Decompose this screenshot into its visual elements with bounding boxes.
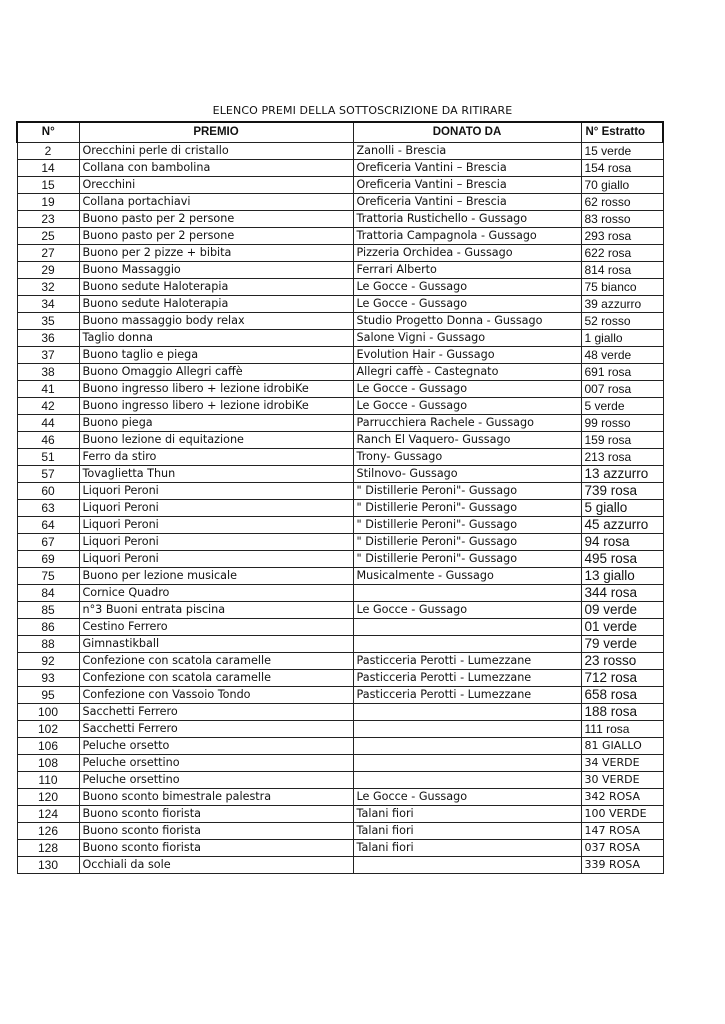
prize-number-cell: 46 [17, 432, 79, 449]
drawn-number-cell: 83 rosso [581, 211, 663, 228]
table-row [17, 228, 663, 245]
table-row [17, 840, 663, 857]
donor-cell: Talani fiori [353, 840, 581, 857]
prize-name-cell: Confezione con scatola caramelle [79, 653, 353, 670]
table-row [17, 789, 663, 806]
prize-number-cell: 23 [17, 211, 79, 228]
donor-cell [353, 755, 581, 772]
table-row [17, 415, 663, 432]
drawn-number-cell: 712 rosa [581, 670, 663, 687]
prize-name-cell: Peluche orsettino [79, 772, 353, 789]
donor-cell [353, 619, 581, 636]
prize-name-cell: Buono sconto fiorista [79, 823, 353, 840]
table-row [17, 619, 663, 636]
prize-number-cell: 69 [17, 551, 79, 568]
table-row [17, 670, 663, 687]
table-row [17, 704, 663, 721]
table-row [17, 636, 663, 653]
drawn-number-cell: 23 rosso [581, 653, 663, 670]
prize-number-cell: 15 [17, 177, 79, 194]
table-row [17, 568, 663, 585]
donor-cell [353, 772, 581, 789]
header-prize: PREMIO [79, 122, 353, 143]
prize-number-cell: 124 [17, 806, 79, 823]
prize-number-cell: 126 [17, 823, 79, 840]
drawn-number-cell: 15 verde [581, 143, 663, 160]
table-row [17, 857, 663, 874]
document-title: ELENCO PREMI DELLA SOTTOSCRIZIONE DA RITIRARE [212, 104, 513, 117]
prize-name-cell: Orecchini [79, 177, 353, 194]
prize-number-cell: 51 [17, 449, 79, 466]
prize-name-cell: Buono sedute Haloterapia [79, 279, 353, 296]
drawn-number-cell: 45 azzurro [581, 517, 663, 534]
table-row [17, 313, 663, 330]
drawn-number-cell: 213 rosa [581, 449, 663, 466]
donor-cell: " Distillerie Peroni"- Gussago [353, 551, 581, 568]
header-donor: DONATO DA [353, 122, 581, 143]
table-row [17, 177, 663, 194]
donor-cell: Le Gocce - Gussago [353, 789, 581, 806]
donor-cell: Le Gocce - Gussago [353, 398, 581, 415]
donor-cell: Stilnovo- Gussago [353, 466, 581, 483]
prize-number-cell: 32 [17, 279, 79, 296]
donor-cell: Trony- Gussago [353, 449, 581, 466]
drawn-number-cell: 5 giallo [581, 500, 663, 517]
prize-number-cell: 93 [17, 670, 79, 687]
table-row [17, 755, 663, 772]
drawn-number-cell: 007 rosa [581, 381, 663, 398]
table-row [17, 262, 663, 279]
drawn-number-cell: 52 rosso [581, 313, 663, 330]
table-row [17, 534, 663, 551]
drawn-number-cell: 293 rosa [581, 228, 663, 245]
drawn-number-cell: 739 rosa [581, 483, 663, 500]
table-row [17, 398, 663, 415]
donor-cell: Pasticceria Perotti - Lumezzane [353, 687, 581, 704]
drawn-number-cell: 495 rosa [581, 551, 663, 568]
drawn-number-cell: 62 rosso [581, 194, 663, 211]
drawn-number-cell: 94 rosa [581, 534, 663, 551]
donor-cell: " Distillerie Peroni"- Gussago [353, 517, 581, 534]
donor-cell: Ferrari Alberto [353, 262, 581, 279]
donor-cell: Zanolli - Brescia [353, 143, 581, 160]
header-number: N° [17, 122, 79, 143]
drawn-number-cell: 691 rosa [581, 364, 663, 381]
table-row [17, 364, 663, 381]
donor-cell: " Distillerie Peroni"- Gussago [353, 534, 581, 551]
donor-cell [353, 585, 581, 602]
prize-name-cell: Tovaglietta Thun [79, 466, 353, 483]
table-row [17, 279, 663, 296]
donor-cell: Le Gocce - Gussago [353, 279, 581, 296]
prize-name-cell: Sacchetti Ferrero [79, 704, 353, 721]
table-row [17, 211, 663, 228]
donor-cell: Pizzeria Orchidea - Gussago [353, 245, 581, 262]
prize-number-cell: 95 [17, 687, 79, 704]
prize-number-cell: 57 [17, 466, 79, 483]
table-row [17, 347, 663, 364]
drawn-number-cell: 79 verde [581, 636, 663, 653]
table-row [17, 721, 663, 738]
prize-number-cell: 19 [17, 194, 79, 211]
prize-number-cell: 25 [17, 228, 79, 245]
donor-cell: Talani fiori [353, 823, 581, 840]
prize-number-cell: 27 [17, 245, 79, 262]
table-row [17, 551, 663, 568]
drawn-number-cell: 5 verde [581, 398, 663, 415]
prize-number-cell: 29 [17, 262, 79, 279]
prize-number-cell: 34 [17, 296, 79, 313]
prize-name-cell: Liquori Peroni [79, 517, 353, 534]
prize-number-cell: 110 [17, 772, 79, 789]
donor-cell: Talani fiori [353, 806, 581, 823]
prize-number-cell: 36 [17, 330, 79, 347]
prize-table [16, 121, 664, 874]
drawn-number-cell: 339 ROSA [581, 857, 663, 874]
prize-name-cell: Occhiali da sole [79, 857, 353, 874]
prize-name-cell: Confezione con Vassoio Tondo [79, 687, 353, 704]
table-row [17, 449, 663, 466]
table-row [17, 738, 663, 755]
prize-name-cell: Buono per 2 pizze + bibita [79, 245, 353, 262]
prize-number-cell: 128 [17, 840, 79, 857]
donor-cell: Pasticceria Perotti - Lumezzane [353, 653, 581, 670]
prize-name-cell: Buono massaggio body relax [79, 313, 353, 330]
prize-number-cell: 92 [17, 653, 79, 670]
prize-number-cell: 35 [17, 313, 79, 330]
table-row [17, 653, 663, 670]
donor-cell: Pasticceria Perotti - Lumezzane [353, 670, 581, 687]
drawn-number-cell: 81 GIALLO [581, 738, 663, 755]
donor-cell: " Distillerie Peroni"- Gussago [353, 500, 581, 517]
prize-number-cell: 41 [17, 381, 79, 398]
table-row [17, 602, 663, 619]
table-row [17, 296, 663, 313]
prize-name-cell: Buono sconto fiorista [79, 840, 353, 857]
donor-cell: Evolution Hair - Gussago [353, 347, 581, 364]
drawn-number-cell: 34 VERDE [581, 755, 663, 772]
prize-number-cell: 106 [17, 738, 79, 755]
drawn-number-cell: 09 verde [581, 602, 663, 619]
prize-name-cell: Peluche orsetto [79, 738, 353, 755]
table-row [17, 466, 663, 483]
drawn-number-cell: 01 verde [581, 619, 663, 636]
prize-name-cell: Sacchetti Ferrero [79, 721, 353, 738]
prize-number-cell: 85 [17, 602, 79, 619]
donor-cell: Salone Vigni - Gussago [353, 330, 581, 347]
prize-name-cell: Cestino Ferrero [79, 619, 353, 636]
table-row [17, 806, 663, 823]
prize-number-cell: 14 [17, 160, 79, 177]
prize-number-cell: 60 [17, 483, 79, 500]
donor-cell: Studio Progetto Donna - Gussago [353, 313, 581, 330]
prize-number-cell: 2 [17, 143, 79, 160]
prize-name-cell: Confezione con scatola caramelle [79, 670, 353, 687]
drawn-number-cell: 814 rosa [581, 262, 663, 279]
prize-number-cell: 120 [17, 789, 79, 806]
drawn-number-cell: 344 rosa [581, 585, 663, 602]
prize-number-cell: 86 [17, 619, 79, 636]
drawn-number-cell: 48 verde [581, 347, 663, 364]
donor-cell: Le Gocce - Gussago [353, 602, 581, 619]
prize-name-cell: Buono sconto bimestrale palestra [79, 789, 353, 806]
donor-cell: " Distillerie Peroni"- Gussago [353, 483, 581, 500]
prize-name-cell: Buono pasto per 2 persone [79, 211, 353, 228]
prize-number-cell: 75 [17, 568, 79, 585]
prize-number-cell: 38 [17, 364, 79, 381]
prize-name-cell: Buono Omaggio Allegri caffè [79, 364, 353, 381]
donor-cell [353, 857, 581, 874]
drawn-number-cell: 100 VERDE [581, 806, 663, 823]
drawn-number-cell: 99 rosso [581, 415, 663, 432]
prize-number-cell: 102 [17, 721, 79, 738]
drawn-number-cell: 75 bianco [581, 279, 663, 296]
prize-number-cell: 100 [17, 704, 79, 721]
donor-cell: Oreficeria Vantini – Brescia [353, 194, 581, 211]
table-row [17, 143, 663, 160]
donor-cell: Trattoria Campagnola - Gussago [353, 228, 581, 245]
prize-name-cell: Buono taglio e piega [79, 347, 353, 364]
prize-name-cell: Collana con bambolina [79, 160, 353, 177]
drawn-number-cell: 1 giallo [581, 330, 663, 347]
donor-cell: Le Gocce - Gussago [353, 296, 581, 313]
prize-number-cell: 67 [17, 534, 79, 551]
prize-name-cell: Collana portachiavi [79, 194, 353, 211]
donor-cell: Allegri caffè - Castegnato [353, 364, 581, 381]
prize-name-cell: Buono sedute Haloterapia [79, 296, 353, 313]
table-row [17, 585, 663, 602]
prize-name-cell: Taglio donna [79, 330, 353, 347]
donor-cell: Trattoria Rustichello - Gussago [353, 211, 581, 228]
donor-cell [353, 636, 581, 653]
prize-name-cell: Buono Massaggio [79, 262, 353, 279]
drawn-number-cell: 159 rosa [581, 432, 663, 449]
donor-cell: Le Gocce - Gussago [353, 381, 581, 398]
prize-name-cell: Liquori Peroni [79, 551, 353, 568]
prize-name-cell: Liquori Peroni [79, 500, 353, 517]
prize-number-cell: 37 [17, 347, 79, 364]
drawn-number-cell: 154 rosa [581, 160, 663, 177]
donor-cell [353, 721, 581, 738]
drawn-number-cell: 39 azzurro [581, 296, 663, 313]
drawn-number-cell: 13 azzurro [581, 466, 663, 483]
drawn-number-cell: 188 rosa [581, 704, 663, 721]
donor-cell [353, 738, 581, 755]
prize-name-cell: Buono lezione di equitazione [79, 432, 353, 449]
prize-name-cell: Ferro da stiro [79, 449, 353, 466]
table-row [17, 330, 663, 347]
prize-number-cell: 130 [17, 857, 79, 874]
prize-name-cell: n°3 Buoni entrata piscina [79, 602, 353, 619]
table-row [17, 245, 663, 262]
donor-cell: Parrucchiera Rachele - Gussago [353, 415, 581, 432]
table-row [17, 772, 663, 789]
prize-name-cell: Gimnastikball [79, 636, 353, 653]
prize-name-cell: Liquori Peroni [79, 534, 353, 551]
drawn-number-cell: 70 giallo [581, 177, 663, 194]
table-row [17, 381, 663, 398]
prize-name-cell: Buono ingresso libero + lezione idrobiKe [79, 398, 353, 415]
table-row [17, 194, 663, 211]
prize-number-cell: 63 [17, 500, 79, 517]
table-row [17, 500, 663, 517]
drawn-number-cell: 13 giallo [581, 568, 663, 585]
header-drawn-number: N° Estratto [581, 122, 663, 143]
prize-name-cell: Cornice Quadro [79, 585, 353, 602]
drawn-number-cell: 111 rosa [581, 721, 663, 738]
prize-number-cell: 64 [17, 517, 79, 534]
prize-name-cell: Buono piega [79, 415, 353, 432]
donor-cell: Oreficeria Vantini – Brescia [353, 160, 581, 177]
prize-number-cell: 42 [17, 398, 79, 415]
drawn-number-cell: 622 rosa [581, 245, 663, 262]
prize-name-cell: Buono sconto fiorista [79, 806, 353, 823]
prize-name-cell: Orecchini perle di cristallo [79, 143, 353, 160]
prize-name-cell: Buono per lezione musicale [79, 568, 353, 585]
donor-cell [353, 704, 581, 721]
table-row [17, 483, 663, 500]
drawn-number-cell: 037 ROSA [581, 840, 663, 857]
donor-cell: Musicalmente - Gussago [353, 568, 581, 585]
prize-number-cell: 88 [17, 636, 79, 653]
drawn-number-cell: 658 rosa [581, 687, 663, 704]
donor-cell: Ranch El Vaquero- Gussago [353, 432, 581, 449]
prize-name-cell: Peluche orsettino [79, 755, 353, 772]
prize-name-cell: Buono pasto per 2 persone [79, 228, 353, 245]
table-body [17, 143, 663, 874]
drawn-number-cell: 342 ROSA [581, 789, 663, 806]
table-row [17, 432, 663, 449]
prize-number-cell: 84 [17, 585, 79, 602]
table-row [17, 687, 663, 704]
prize-number-cell: 44 [17, 415, 79, 432]
prize-number-cell: 108 [17, 755, 79, 772]
table-row [17, 160, 663, 177]
prize-name-cell: Buono ingresso libero + lezione idrobiKe [79, 381, 353, 398]
table-row [17, 823, 663, 840]
table-row [17, 517, 663, 534]
drawn-number-cell: 147 ROSA [581, 823, 663, 840]
donor-cell: Oreficeria Vantini – Brescia [353, 177, 581, 194]
prize-name-cell: Liquori Peroni [79, 483, 353, 500]
table-header-row [17, 122, 663, 143]
drawn-number-cell: 30 VERDE [581, 772, 663, 789]
